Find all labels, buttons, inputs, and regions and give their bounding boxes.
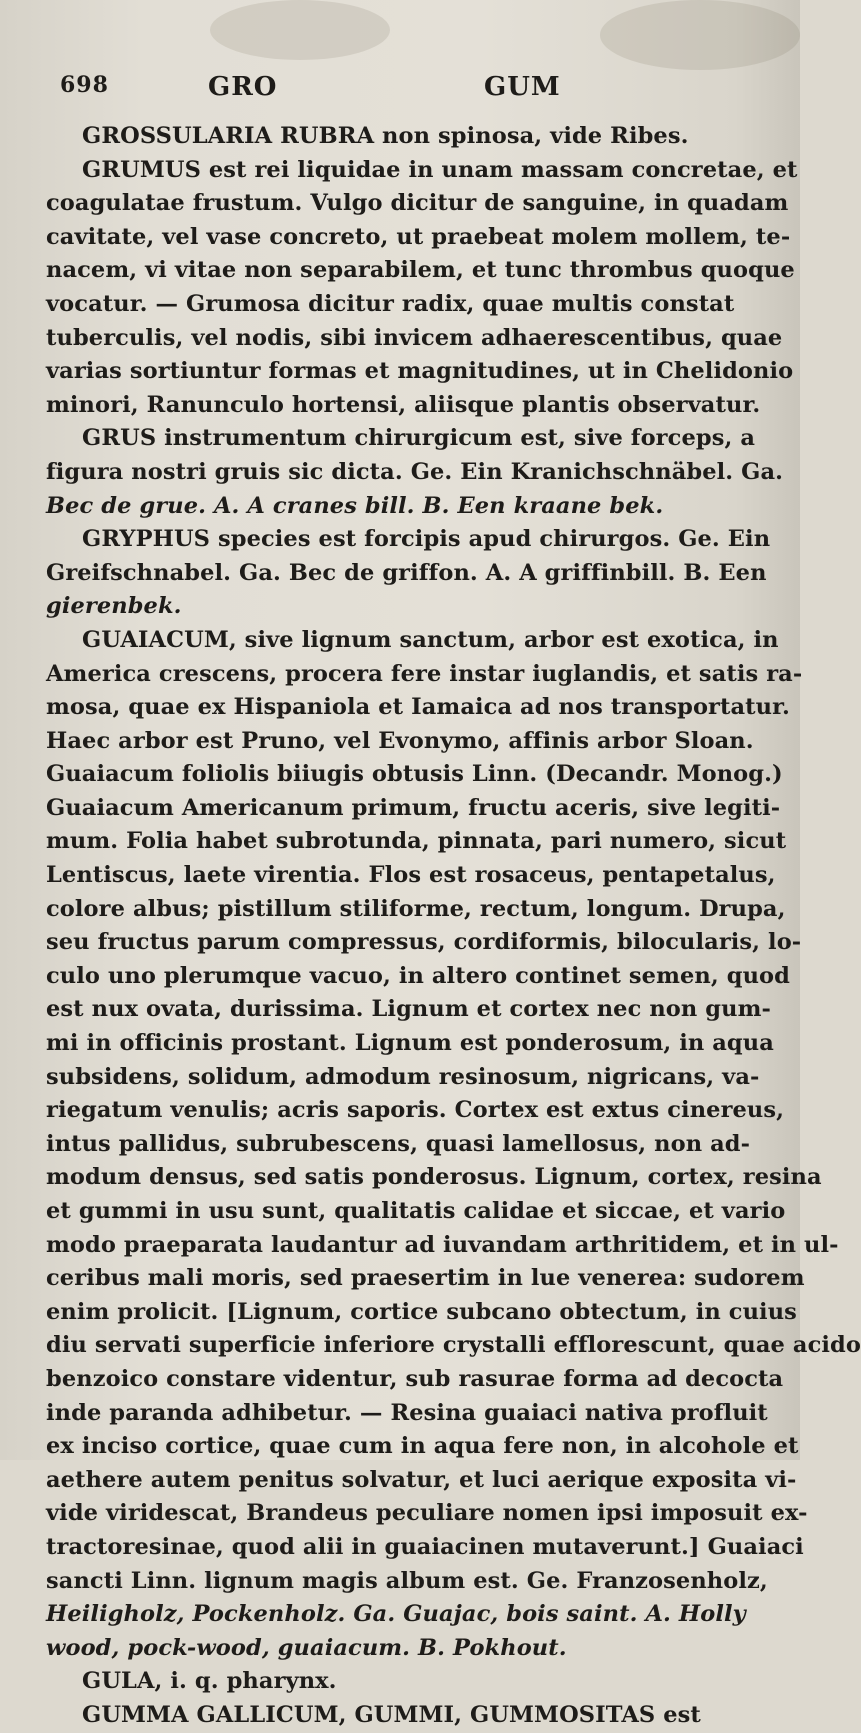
text-line: mosa, quae ex Hispaniola et Iamaica ad nos transportatur. bbox=[46, 694, 790, 721]
text-line: sancti Linn. lignum magis album est. Ge. Franzosenholz, bbox=[46, 1567, 768, 1594]
text-line: aethere autem penitus solvatur, et luci aerique exposita vi- bbox=[46, 1466, 797, 1493]
text-line: modo praeparata laudantur ad iuvandam arthritidem, et in ul- bbox=[46, 1231, 839, 1258]
text-line: wood, pock-wood, guaiacum. B. Pokhout. bbox=[46, 1634, 567, 1661]
running-head bbox=[36, 72, 736, 112]
text-line: intus pallidus, subrubescens, quasi lamellosus, non ad- bbox=[46, 1130, 751, 1157]
text-line: cavitate, vel vase concreto, ut praebeat molem mollem, te- bbox=[46, 223, 791, 250]
text-line: figura nostri gruis sic dicta. Ge. Ein Kranichschnäbel. Ga. bbox=[46, 458, 784, 485]
text-line: GRUS instrumentum chirurgicum est, sive forceps, a bbox=[82, 425, 756, 452]
text-line: varias sortiuntur formas et magnitudines, ut in Chelidonio bbox=[46, 358, 794, 385]
text-line: vide viridescat, Brandeus peculiare nomen ipsi imposuit ex- bbox=[46, 1500, 808, 1527]
text-line: GUMMA GALLICUM, GUMMI, GUMMOSITAS est bbox=[82, 1701, 701, 1728]
text-line: coagulatae frustum. Vulgo dicitur de sanguine, in quadam bbox=[46, 190, 789, 217]
text-line: mi in officinis prostant. Lignum est ponderosum, in aqua bbox=[46, 1030, 774, 1057]
text-line: benzoico constare videntur, sub rasurae forma ad decocta bbox=[46, 1365, 784, 1392]
text-line: riegatum venulis; acris saporis. Cortex est extus cinereus, bbox=[46, 1097, 785, 1124]
text-line: inde paranda adhibetur. — Resina guaiaci nativa profluit bbox=[46, 1399, 768, 1426]
text-line: gierenbek. bbox=[46, 593, 182, 620]
running-head-left-word: GRO bbox=[208, 72, 278, 102]
text-line: subsidens, solidum, admodum resinosum, nigricans, va- bbox=[46, 1063, 760, 1090]
text-line: America crescens, procera fere instar iuglandis, et satis ra- bbox=[46, 660, 803, 687]
text-line: diu servati superficie inferiore crystalli efflorescunt, quae acido bbox=[46, 1332, 861, 1359]
text-line: Greifschnabel. Ga. Bec de griffon. A. A griffinbill. B. Een bbox=[46, 559, 767, 586]
text-line: Lentiscus, laete virentia. Flos est rosaceus, pentapetalus, bbox=[46, 862, 776, 889]
text-line: minori, Ranunculo hortensi, aliisque plantis observatur. bbox=[46, 391, 761, 418]
text-line: Heiligholz, Pockenholz. Ga. Guajac, bois saint. A. Holly bbox=[46, 1601, 746, 1628]
text-line: Haec arbor est Pruno, vel Evonymo, affinis arbor Sloan. bbox=[46, 727, 754, 754]
text-line: GULA, i. q. pharynx. bbox=[82, 1668, 337, 1695]
text-line: Guaiacum Americanum primum, fructu aceris, sive legiti- bbox=[46, 794, 781, 821]
text-line: Bec de grue. A. A cranes bill. B. Een kraane bek. bbox=[46, 492, 664, 519]
text-line: GRYPHUS species est forcipis apud chirurgos. Ge. Ein bbox=[82, 526, 771, 553]
text-line: mum. Folia habet subrotunda, pinnata, pari numero, sicut bbox=[46, 828, 787, 855]
text-line: GRUMUS est rei liquidae in unam massam concretae, et bbox=[82, 156, 798, 183]
running-head-right-word: GUM bbox=[484, 72, 561, 102]
text-line: colore albus; pistillum stiliforme, rectum, longum. Drupa, bbox=[46, 895, 786, 922]
text-line: GROSSULARIA RUBRA non spinosa, vide Ribes. bbox=[82, 123, 689, 149]
text-line: ex inciso cortice, quae cum in aqua fere non, in alcohole et bbox=[46, 1433, 799, 1460]
text-line: et gummi in usu sunt, qualitatis calidae et siccae, et vario bbox=[46, 1198, 786, 1224]
dictionary-text bbox=[46, 120, 861, 1733]
page-number: 698 bbox=[60, 72, 109, 98]
text-line: enim prolicit. [Lignum, cortice subcano obtectum, in cuius bbox=[46, 1298, 797, 1325]
text-line: culo uno plerumque vacuo, in altero continet semen, quod bbox=[46, 962, 790, 989]
text-line: tuberculis, vel nodis, sibi invicem adhaerescentibus, quae bbox=[46, 324, 783, 351]
text-line: Guaiacum foliolis biiugis obtusis Linn. (Decandr. Monog.) bbox=[46, 761, 783, 788]
text-line: vocatur. — Grumosa dicitur radix, quae multis constat bbox=[46, 290, 735, 317]
text-line: tractoresinae, quod alii in guaiacinen mutaverunt.] Guaiaci bbox=[46, 1533, 804, 1560]
text-line: seu fructus parum compressus, cordiformis, bilocularis, lo- bbox=[46, 929, 802, 956]
text-line: ceribus mali moris, sed praesertim in lue venerea: sudorem bbox=[46, 1265, 805, 1292]
text-line: nacem, vi vitae non separabilem, et tunc thrombus quoque bbox=[46, 257, 795, 284]
text-line: modum densus, sed satis ponderosus. Lignum, cortex, resina bbox=[46, 1164, 822, 1191]
text-line: GUAIACUM, sive lignum sanctum, arbor est exotica, in bbox=[82, 626, 779, 653]
text-line: est nux ovata, durissima. Lignum et cortex nec non gum- bbox=[46, 996, 771, 1023]
